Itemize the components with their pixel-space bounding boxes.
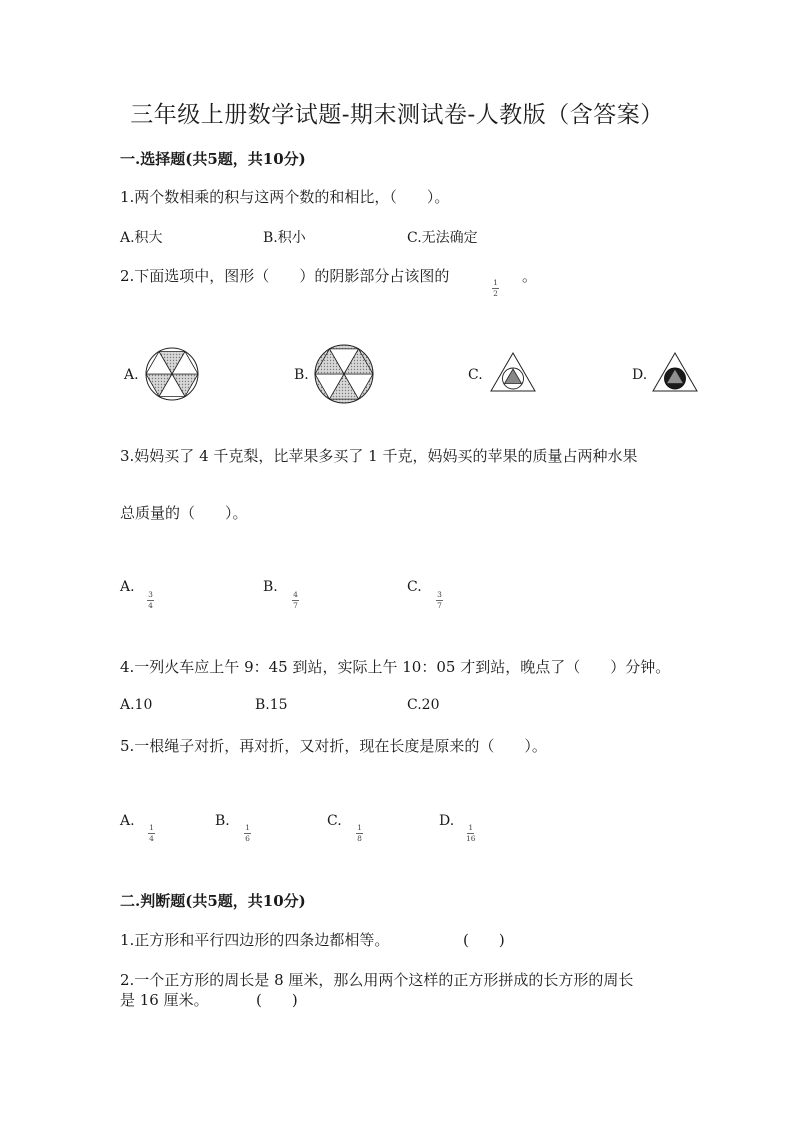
option-b: B.积小 <box>263 230 306 246</box>
fraction-denominator: 16 <box>466 834 476 843</box>
fraction-numerator: 1 <box>357 823 362 832</box>
option-c: C.20 <box>407 697 440 713</box>
option-c-label: C. <box>327 813 342 829</box>
option-a: A.积大 <box>120 230 163 246</box>
fraction-numerator: 3 <box>437 590 442 599</box>
option-d-fraction <box>466 824 476 843</box>
option-c-label: C. <box>468 367 483 383</box>
section-heading-judgement: 二.判断题(共5题，共10分) <box>120 892 306 910</box>
fraction-denominator: 4 <box>149 834 154 843</box>
option-d-label: D. <box>632 367 648 383</box>
option-a-label: A. <box>120 579 135 595</box>
circle-hexagon-figure-a <box>145 347 199 401</box>
question-4-stem: 4.一列火车应上午 9：45 到站，实际上午 10：05 才到站，晚点了（ ）分钟。 <box>120 658 671 676</box>
option-c-fraction <box>436 591 443 610</box>
judgement-2-answer-blank[interactable]: ( ) <box>256 991 298 1009</box>
fraction-numerator: 1 <box>245 823 250 832</box>
fraction-denominator: 7 <box>293 601 298 610</box>
fraction-numerator: 1 <box>493 278 498 287</box>
fraction-denominator: 4 <box>148 601 153 610</box>
fraction-one-half <box>492 279 499 298</box>
fraction-denominator: 6 <box>245 834 250 843</box>
option-b: B.15 <box>255 697 288 713</box>
option-c: C.无法确定 <box>407 230 478 246</box>
question-3-stem-line1: 3.妈妈买了 4 千克梨，比苹果多买了 1 千克，妈妈买的苹果的质量占两种水果 <box>120 447 638 465</box>
fraction-denominator: 2 <box>493 289 498 298</box>
option-b-label: B. <box>294 367 309 383</box>
question-2-stem: 2.下面选项中，图形（ ）的阴影部分占该图的 <box>120 267 450 285</box>
question-5-stem: 5.一根绳子对折，再对折，又对折，现在长度是原来的（ ）。 <box>120 737 547 755</box>
fraction-numerator: 1 <box>468 823 474 832</box>
option-a: A.10 <box>120 697 153 713</box>
fraction-denominator: 7 <box>437 601 442 610</box>
option-a-fraction <box>147 591 154 610</box>
option-b-fraction <box>244 824 251 843</box>
judgement-2-stem-line2: 是 16 厘米。 <box>120 991 209 1009</box>
question-3-stem-line2: 总质量的（ ）。 <box>120 504 248 522</box>
judgement-2-stem-line1: 2.一个正方形的周长是 8 厘米，那么用两个这样的正方形拼成的长方形的周长 <box>120 971 634 989</box>
section-heading-choice: 一.选择题(共5题，共10分) <box>120 150 306 168</box>
option-c-label: C. <box>407 579 422 595</box>
option-b-label: B. <box>263 579 278 595</box>
option-b-fraction <box>292 591 299 610</box>
option-a-fraction <box>148 824 155 843</box>
fraction-numerator: 1 <box>149 823 154 832</box>
judgement-1-stem: 1.正方形和平行四边形的四条边都相等。 <box>120 931 390 949</box>
judgement-1-answer-blank[interactable]: ( ) <box>463 931 505 949</box>
question-1-stem: 1.两个数相乘的积与这两个数的和相比，（ ）。 <box>120 188 450 206</box>
option-a-label: A. <box>124 367 139 383</box>
fraction-numerator: 3 <box>148 590 153 599</box>
triangle-circle-figure-c <box>490 352 536 392</box>
question-2-tail: 。 <box>522 267 538 285</box>
option-a-label: A. <box>120 813 135 829</box>
fraction-numerator: 4 <box>293 590 298 599</box>
option-b-label: B. <box>215 813 230 829</box>
option-c-fraction <box>356 824 363 843</box>
option-d-label: D. <box>439 813 455 829</box>
fraction-denominator: 8 <box>357 834 362 843</box>
circle-hexagon-figure-b <box>314 344 374 404</box>
triangle-circle-figure-d <box>652 352 698 392</box>
page-title: 三年级上册数学试题-期末测试卷-人教版（含答案） <box>130 102 664 128</box>
